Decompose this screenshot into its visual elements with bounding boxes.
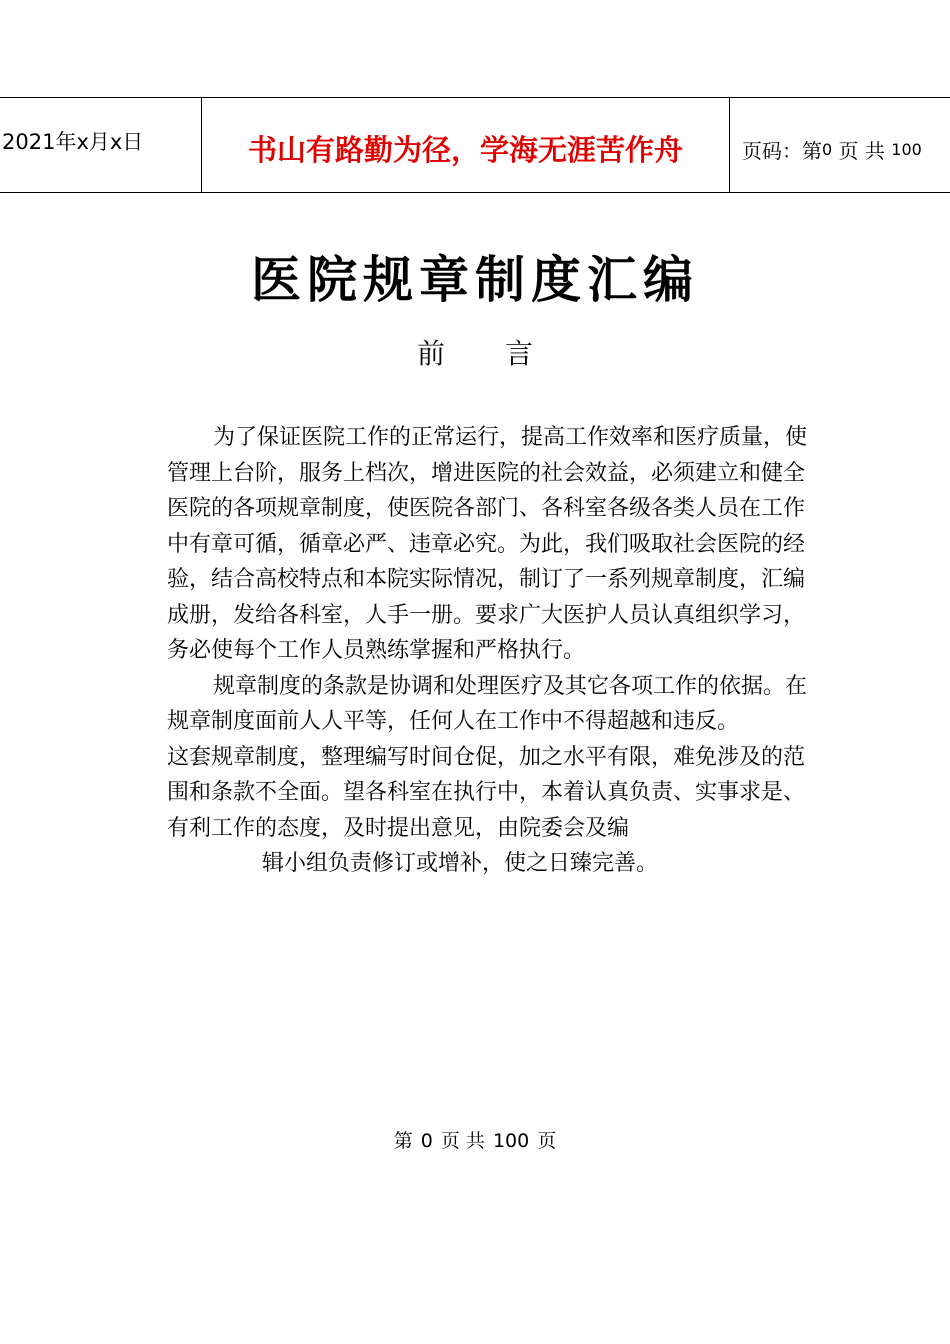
paragraph-3: 这套规章制度，整理编写时间仓促，加之水平有限，难免涉及的范围和条款不全面。望各科室在执行中，本着认真负责、实事求是、有利工作的态度，及时提出意见，由院委会及编 — [167, 744, 806, 841]
page-header — [0, 97, 950, 193]
footer-page-total: 100 — [492, 1130, 530, 1152]
footer-prefix: 第 — [393, 1130, 413, 1152]
footer-mid: 页 共 — [440, 1130, 485, 1152]
header-page-mid: 页 共 — [838, 138, 885, 163]
header-date: 2021年x月x日 — [0, 98, 202, 192]
footer-page-current: 0 — [420, 1130, 433, 1152]
footer-suffix: 页 — [537, 1130, 557, 1152]
header-page-total: 100 — [891, 139, 922, 159]
document-body — [167, 420, 807, 882]
page-footer — [0, 1126, 950, 1153]
document-title: 医院规章制度汇编 — [251, 251, 699, 309]
subtitle-left: 前 — [416, 337, 445, 370]
header-page-label: 页码：第 — [742, 138, 822, 163]
subtitle-right: 言 — [505, 337, 534, 370]
paragraph-2: 规章制度的条款是协调和处理医疗及其它各项工作的依据。在规章制度面前人人平等，任何人在工作中不得超越和违反。 — [167, 673, 808, 734]
paragraph-4: 辑小组负责修订或增补，使之日臻完善。 — [262, 851, 659, 876]
paragraph-1: 为了保证医院工作的正常运行，提高工作效率和医疗质量，使管理上台阶，服务上档次，增进医院的社会效益，必须建立和健全医院的各项规章制度，使医院各部门、各科室各级各类人员在工作中有章可循，循章必严、违章必究。为此，我们吸取社会医院的经验，结合高校特点和本院实际情况，制订了一系列规章制度，汇编成册，发给各科室，人手一册。要求广大医护人员认真组织学习，务必使每个工作人员熟练掌握和严格执行。 — [167, 425, 808, 663]
document-subtitle — [0, 332, 950, 372]
header-page-current: 0 — [822, 139, 833, 159]
header-page-number — [730, 98, 950, 192]
header-motto: 书山有路勤为径，学海无涯苦作舟 — [202, 98, 730, 192]
